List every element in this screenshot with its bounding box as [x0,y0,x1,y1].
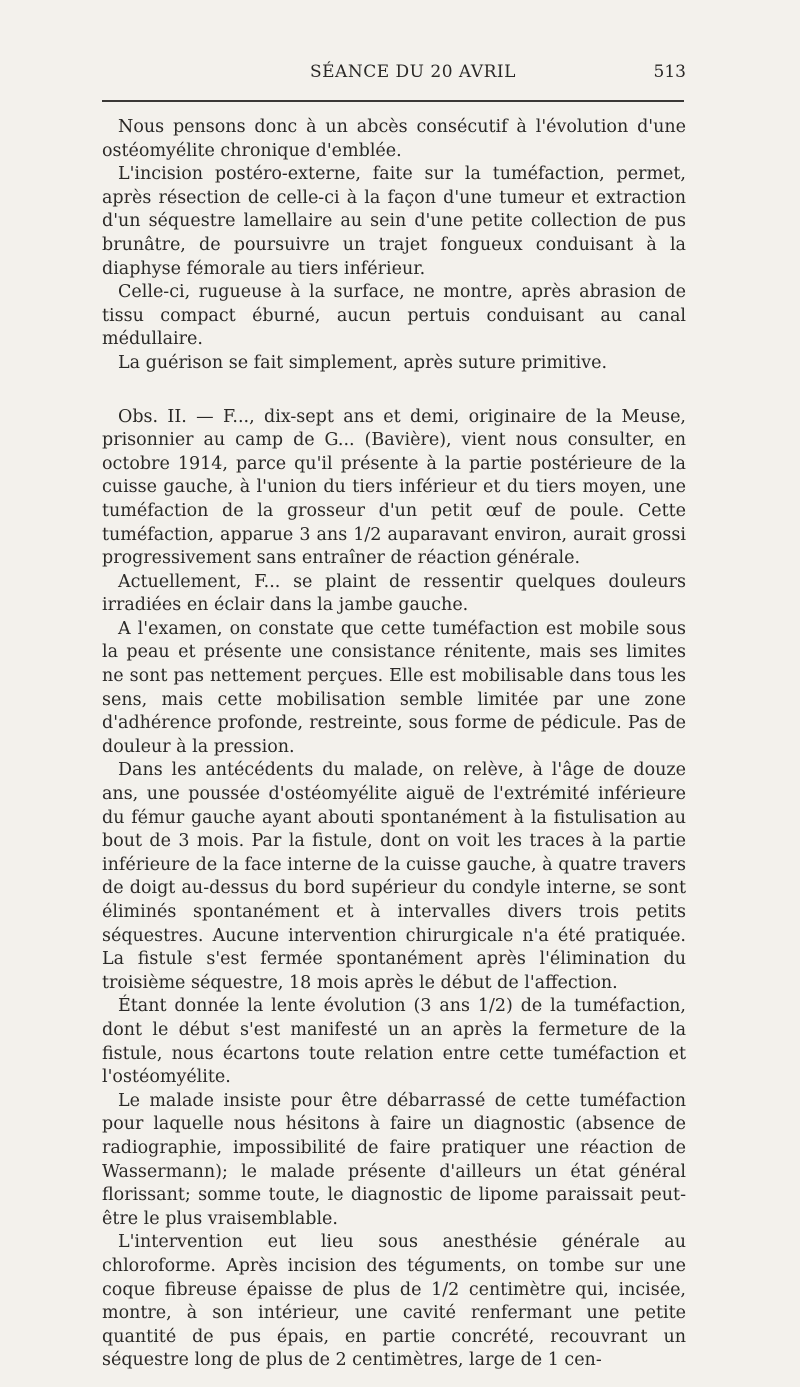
observation-paragraph: Dans les antécédents du malade, on relève, à l'âge de douze ans, une poussée d'ostéomyélite aiguë de l'extrémité inférieure du fémur gauche ayant abouti spontanément à la fistulisation au bout de 3 mois. Par la fistule, dont on voit les traces à la partie inférieure de la face interne de la cuisse gauche, à quatre travers de doigt au-dessus du bord supérieur du condyle interne, se sont éliminés spontanément et à intervalles divers trois petits séquestres. Aucune intervention chirurgicale n'a été pratiquée. La fistule s'est fermée spontanément après l'élimination du troisième séquestre, 18 mois après le début de l'affection. [102,760,686,993]
observation-paragraph: L'intervention eut lieu sous anesthésie générale au chloroforme. Après incision des téguments, on tombe sur une coque fibreuse épaisse de plus de 1/2 centimètre qui, incisée, montre, à son intérieur, une cavité renfermant une petite quantité de pus épais, en partie concrété, recouvrant un séquestre long de plus de 2 centimètres, large de 1 cen- [102,1232,686,1371]
observation-paragraph: Obs. II. — F..., dix-sept ans et demi, originaire de la Meuse, prisonnier au camp de G... (Bavière), vient nous consulter, en octobre 1914, parce qu'il présente à la partie postérieure de la cuisse gauche, à l'union du tiers inférieur et du tiers moyen, une tuméfaction de la grosseur d'un petit œuf de poule. Cette tuméfaction, apparue 3 ans 1/2 auparavant environ, aurait grossi progressivement sans entraîner de réaction générale. [102,406,686,569]
section-gap [102,376,686,406]
running-title: SÉANCE DU 20 AVRIL [310,62,516,82]
paragraph: Nous pensons donc à un abcès consécutif à l'évolution d'une ostéomyélite chronique d'emblée. [102,117,686,161]
observation-paragraph: Étant donnée la lente évolution (3 ans 1/2) de la tuméfaction, dont le début s'est manifesté un an après la fermeture de la fistule, nous écartons toute relation entre cette tuméfaction et l'ostéomyélite. [102,996,686,1088]
observation-paragraph: A l'examen, on constate que cette tuméfaction est mobile sous la peau et présente une consistance rénitente, mais ses limites ne sont pas nettement perçues. Elle est mobilisable dans tous les sens, mais cette mobilisation semble limitée par une zone d'adhérence profonde, restreinte, sous forme de pédicule. Pas de douleur à la pression. [102,618,686,757]
running-header [100,62,686,86]
header-rule [102,100,684,102]
page-number: 513 [653,62,686,82]
paragraph: Celle-ci, rugueuse à la surface, ne montre, après abrasion de tissu compact éburné, aucun pertuis conduisant au canal médullaire. [102,282,686,350]
paragraph: L'incision postéro-externe, faite sur la tuméfaction, permet, après résection de celle-ci à la façon d'une tumeur et extraction d'un séquestre lamellaire au sein d'une petite collection de pus brunâtre, de poursuivre un trajet fongueux conduisant à la diaphyse fémorale au tiers inférieur. [102,164,686,279]
observation-paragraph: Le malade insiste pour être débarrassé de cette tuméfaction pour laquelle nous hésitons à faire un diagnostic (absence de radiographie, impossibilité de faire pratiquer une réaction de Wassermann); le malade présente d'ailleurs un état général florissant; somme toute, le diagnostic de lipome paraissait peut-être le plus vraisemblable. [102,1090,686,1229]
paragraph: La guérison se fait simplement, après suture primitive. [118,352,608,373]
body-text [102,116,686,1373]
observation-paragraph: Actuellement, F... se plaint de ressentir quelques douleurs irradiées en éclair dans la jambe gauche. [102,571,686,616]
